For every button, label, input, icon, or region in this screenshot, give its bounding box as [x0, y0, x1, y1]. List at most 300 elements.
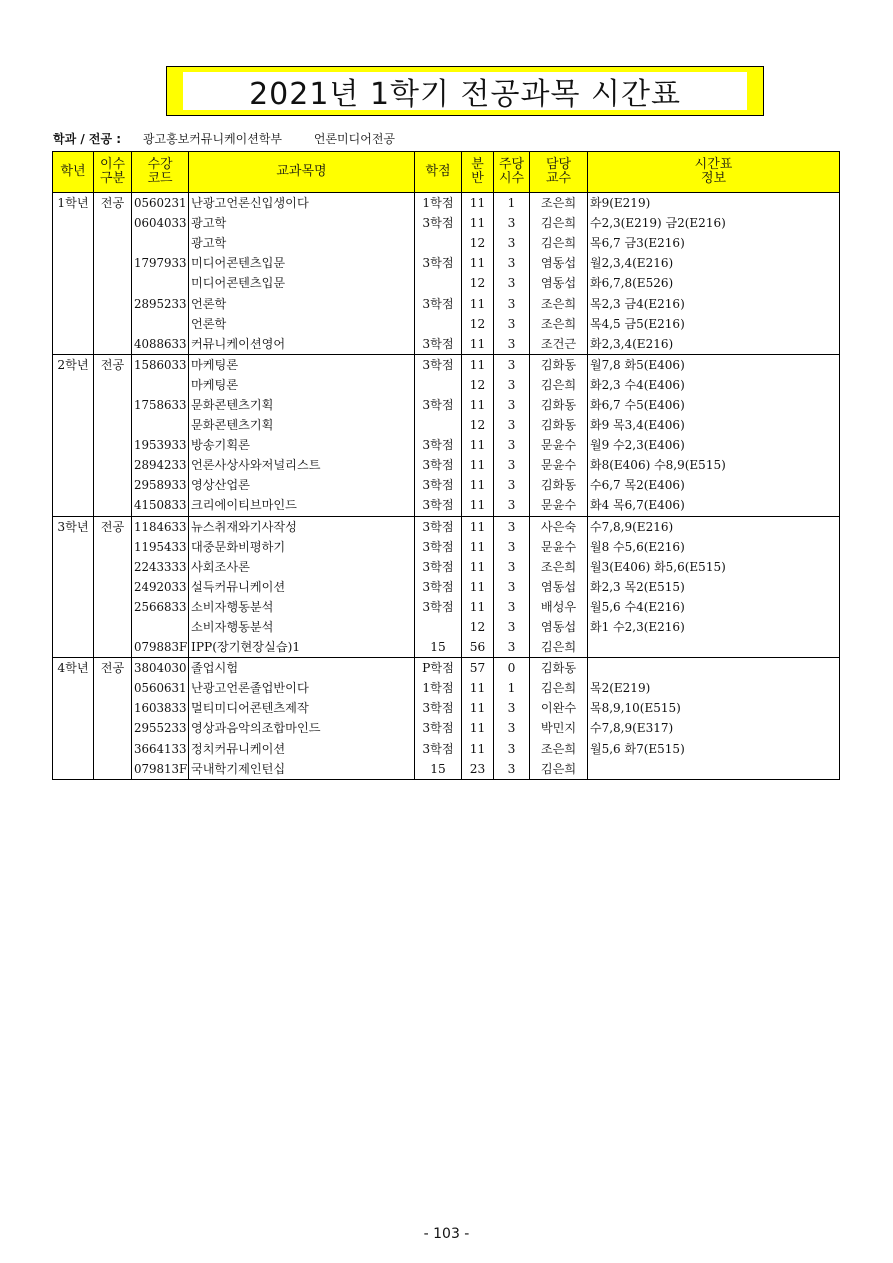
cell-prof: 김은희: [530, 375, 588, 395]
cell-grade: [53, 395, 94, 415]
cell-grade: 1학년: [53, 193, 94, 214]
cell-name: 소비자행동분석: [189, 617, 415, 637]
cell-sched: 화9(E219): [588, 193, 840, 214]
cell-section: 12: [462, 233, 494, 253]
cell-type: [94, 495, 132, 516]
cell-name: 광고학: [189, 233, 415, 253]
cell-hours: 3: [494, 314, 530, 334]
table-row: [53, 475, 840, 495]
cell-section: 12: [462, 314, 494, 334]
cell-sched: 화6,7 수5(E406): [588, 395, 840, 415]
cell-sched: 월5,6 수4(E216): [588, 597, 840, 617]
cell-code: 4088633: [132, 334, 189, 355]
cell-grade: [53, 455, 94, 475]
cell-sched: [588, 658, 840, 679]
table-row: [53, 718, 840, 738]
cell-type: 전공: [94, 658, 132, 679]
cell-type: [94, 293, 132, 313]
cell-credit: P학점: [415, 658, 462, 679]
cell-credit: 3학점: [415, 213, 462, 233]
table-row: [53, 678, 840, 698]
cell-hours: 3: [494, 415, 530, 435]
cell-hours: 3: [494, 293, 530, 313]
cell-hours: 1: [494, 193, 530, 214]
cell-section: 56: [462, 637, 494, 658]
cell-type: [94, 314, 132, 334]
cell-code: 1953933: [132, 435, 189, 455]
header-hours: 주당 시수: [494, 152, 530, 193]
cell-name: IPP(장기현장실습)1: [189, 637, 415, 658]
cell-sched: 화4 목6,7(E406): [588, 495, 840, 516]
cell-name: 방송기획론: [189, 435, 415, 455]
cell-code: 1603833: [132, 698, 189, 718]
cell-hours: 3: [494, 698, 530, 718]
cell-prof: 염동섭: [530, 273, 588, 293]
cell-name: 소비자행동분석: [189, 597, 415, 617]
cell-code: 2894233: [132, 455, 189, 475]
cell-name: 영상산업론: [189, 475, 415, 495]
cell-type: [94, 375, 132, 395]
cell-sched: 화6,7,8(E526): [588, 273, 840, 293]
cell-credit: 3학점: [415, 597, 462, 617]
table-row: [53, 537, 840, 557]
cell-code: 0604033: [132, 213, 189, 233]
cell-section: 11: [462, 293, 494, 313]
cell-name: 영상과음악의조합마인드: [189, 718, 415, 738]
table-row: [53, 193, 840, 214]
cell-sched: 월7,8 화5(E406): [588, 354, 840, 375]
cell-sched: 월5,6 화7(E515): [588, 739, 840, 759]
cell-section: 12: [462, 415, 494, 435]
header-sched: 시간표 정보: [588, 152, 840, 193]
table-row: [53, 213, 840, 233]
cell-credit: [415, 233, 462, 253]
cell-sched: [588, 759, 840, 780]
cell-prof: 김화동: [530, 475, 588, 495]
cell-name: 난광고언론신입생이다: [189, 193, 415, 214]
cell-credit: 15: [415, 637, 462, 658]
cell-credit: 3학점: [415, 253, 462, 273]
cell-hours: 3: [494, 455, 530, 475]
cell-sched: 수7,8,9(E317): [588, 718, 840, 738]
cell-type: [94, 718, 132, 738]
cell-prof: 사은숙: [530, 516, 588, 537]
cell-grade: [53, 375, 94, 395]
cell-grade: 4학년: [53, 658, 94, 679]
table-row: [53, 395, 840, 415]
cell-credit: 3학점: [415, 577, 462, 597]
cell-type: [94, 597, 132, 617]
cell-grade: [53, 495, 94, 516]
title-box: [166, 66, 764, 116]
cell-grade: [53, 233, 94, 253]
cell-name: 마케팅론: [189, 354, 415, 375]
cell-hours: 3: [494, 435, 530, 455]
cell-prof: 조은희: [530, 739, 588, 759]
cell-name: 마케팅론: [189, 375, 415, 395]
cell-type: [94, 617, 132, 637]
cell-grade: [53, 475, 94, 495]
table-row: [53, 314, 840, 334]
cell-credit: 3학점: [415, 395, 462, 415]
cell-sched: 수7,8,9(E216): [588, 516, 840, 537]
cell-type: [94, 233, 132, 253]
cell-name: 크리에이티브마인드: [189, 495, 415, 516]
header-type: 이수 구분: [94, 152, 132, 193]
cell-credit: [415, 375, 462, 395]
cell-credit: 3학점: [415, 739, 462, 759]
cell-sched: 목2,3 금4(E216): [588, 293, 840, 313]
cell-hours: 3: [494, 475, 530, 495]
cell-section: 11: [462, 557, 494, 577]
cell-code: 1797933: [132, 253, 189, 273]
cell-prof: 김은희: [530, 233, 588, 253]
cell-type: [94, 678, 132, 698]
cell-hours: 1: [494, 678, 530, 698]
table-row: [53, 597, 840, 617]
cell-grade: [53, 334, 94, 355]
cell-code: 2492033: [132, 577, 189, 597]
cell-hours: 3: [494, 334, 530, 355]
cell-code: [132, 314, 189, 334]
cell-type: [94, 475, 132, 495]
cell-code: 1758633: [132, 395, 189, 415]
cell-grade: [53, 557, 94, 577]
cell-hours: 3: [494, 516, 530, 537]
cell-grade: 2학년: [53, 354, 94, 375]
cell-section: 11: [462, 253, 494, 273]
header-credit: 학점: [415, 152, 462, 193]
cell-hours: 3: [494, 597, 530, 617]
cell-credit: 1학점: [415, 678, 462, 698]
cell-prof: 조은희: [530, 314, 588, 334]
cell-type: [94, 577, 132, 597]
cell-prof: 문윤수: [530, 495, 588, 516]
cell-hours: 3: [494, 637, 530, 658]
cell-name: 언론학: [189, 293, 415, 313]
cell-code: 4150833: [132, 495, 189, 516]
cell-prof: 김은희: [530, 213, 588, 233]
header-row: [53, 152, 840, 193]
table-row: [53, 759, 840, 780]
cell-code: 079883F: [132, 637, 189, 658]
cell-credit: 3학점: [415, 495, 462, 516]
cell-prof: 염동섭: [530, 253, 588, 273]
cell-type: [94, 455, 132, 475]
table-row: [53, 334, 840, 355]
table-row: [53, 495, 840, 516]
cell-type: [94, 334, 132, 355]
page-number: - 103 -: [423, 1226, 470, 1242]
cell-hours: 3: [494, 577, 530, 597]
cell-name: 뉴스취재와기사작성: [189, 516, 415, 537]
cell-code: 3804030: [132, 658, 189, 679]
cell-type: [94, 698, 132, 718]
header-section: 분 반: [462, 152, 494, 193]
cell-sched: 화1 수2,3(E216): [588, 617, 840, 637]
cell-hours: 3: [494, 395, 530, 415]
cell-grade: [53, 698, 94, 718]
cell-name: 설득커뮤니케이션: [189, 577, 415, 597]
cell-hours: 3: [494, 759, 530, 780]
table-row: [53, 516, 840, 537]
cell-code: 2566833: [132, 597, 189, 617]
cell-name: 미디어콘텐츠입문: [189, 253, 415, 273]
cell-sched: 화2,3 목2(E515): [588, 577, 840, 597]
cell-prof: 조은희: [530, 293, 588, 313]
cell-hours: 3: [494, 233, 530, 253]
major-name: 언론미디어전공: [313, 132, 396, 146]
cell-credit: [415, 314, 462, 334]
cell-name: 사회조사론: [189, 557, 415, 577]
cell-sched: [588, 637, 840, 658]
table-row: [53, 658, 840, 679]
cell-sched: 목6,7 금3(E216): [588, 233, 840, 253]
cell-credit: 3학점: [415, 718, 462, 738]
table-row: [53, 637, 840, 658]
cell-hours: 3: [494, 718, 530, 738]
cell-name: 문화콘텐츠기획: [189, 415, 415, 435]
cell-prof: 조은희: [530, 557, 588, 577]
cell-section: 11: [462, 455, 494, 475]
cell-code: 2955233: [132, 718, 189, 738]
cell-code: 1586033: [132, 354, 189, 375]
cell-name: 졸업시험: [189, 658, 415, 679]
cell-type: 전공: [94, 193, 132, 214]
cell-sched: 수6,7 목2(E406): [588, 475, 840, 495]
cell-code: 0560631: [132, 678, 189, 698]
cell-hours: 3: [494, 375, 530, 395]
cell-section: 11: [462, 678, 494, 698]
cell-hours: 0: [494, 658, 530, 679]
cell-grade: [53, 435, 94, 455]
cell-code: [132, 375, 189, 395]
cell-section: 11: [462, 395, 494, 415]
cell-section: 11: [462, 334, 494, 355]
cell-credit: [415, 617, 462, 637]
cell-name: 멀티미디어콘텐츠제작: [189, 698, 415, 718]
cell-grade: [53, 293, 94, 313]
cell-prof: 김은희: [530, 678, 588, 698]
cell-section: 12: [462, 273, 494, 293]
cell-credit: 3학점: [415, 537, 462, 557]
cell-name: 국내학기제인턴십: [189, 759, 415, 780]
cell-section: 11: [462, 475, 494, 495]
cell-grade: [53, 213, 94, 233]
cell-prof: 이완수: [530, 698, 588, 718]
table-row: [53, 415, 840, 435]
cell-type: 전공: [94, 354, 132, 375]
cell-credit: 3학점: [415, 354, 462, 375]
table-row: [53, 557, 840, 577]
cell-prof: 김은희: [530, 637, 588, 658]
cell-sched: 화8(E406) 수8,9(E515): [588, 455, 840, 475]
cell-grade: [53, 597, 94, 617]
cell-code: [132, 273, 189, 293]
cell-type: [94, 435, 132, 455]
table-row: [53, 577, 840, 597]
cell-sched: 화2,3,4(E216): [588, 334, 840, 355]
cell-sched: 목8,9,10(E515): [588, 698, 840, 718]
cell-credit: [415, 273, 462, 293]
header-code: 수강 코드: [132, 152, 189, 193]
cell-grade: [53, 759, 94, 780]
cell-code: 3664133: [132, 739, 189, 759]
cell-name: 커뮤니케이션영어: [189, 334, 415, 355]
cell-name: 언론학: [189, 314, 415, 334]
cell-section: 11: [462, 495, 494, 516]
cell-credit: 3학점: [415, 698, 462, 718]
header-prof: 담당 교수: [530, 152, 588, 193]
cell-type: [94, 557, 132, 577]
cell-prof: 문윤수: [530, 435, 588, 455]
cell-name: 정치커뮤니케이션: [189, 739, 415, 759]
cell-hours: 3: [494, 253, 530, 273]
cell-grade: 3학년: [53, 516, 94, 537]
cell-section: 11: [462, 577, 494, 597]
cell-name: 광고학: [189, 213, 415, 233]
cell-prof: 김화동: [530, 415, 588, 435]
cell-prof: 배성우: [530, 597, 588, 617]
cell-grade: [53, 415, 94, 435]
cell-section: 11: [462, 354, 494, 375]
cell-hours: 3: [494, 354, 530, 375]
cell-name: 미디어콘텐츠입문: [189, 273, 415, 293]
cell-sched: 월8 수5,6(E216): [588, 537, 840, 557]
table-row: [53, 273, 840, 293]
cell-type: [94, 537, 132, 557]
table-row: [53, 293, 840, 313]
cell-prof: 조은희: [530, 193, 588, 214]
cell-sched: 목2(E219): [588, 678, 840, 698]
cell-type: [94, 415, 132, 435]
cell-sched: 월9 수2,3(E406): [588, 435, 840, 455]
cell-prof: 조건근: [530, 334, 588, 355]
cell-sched: 목4,5 금5(E216): [588, 314, 840, 334]
cell-prof: 박민지: [530, 718, 588, 738]
cell-prof: 김은희: [530, 759, 588, 780]
cell-sched: 월3(E406) 화5,6(E515): [588, 557, 840, 577]
cell-grade: [53, 678, 94, 698]
cell-grade: [53, 577, 94, 597]
cell-name: 대중문화비평하기: [189, 537, 415, 557]
cell-code: 2895233: [132, 293, 189, 313]
cell-section: 11: [462, 739, 494, 759]
cell-sched: 화2,3 수4(E406): [588, 375, 840, 395]
department-line: [53, 130, 423, 147]
cell-code: 2958933: [132, 475, 189, 495]
cell-type: [94, 739, 132, 759]
cell-section: 12: [462, 617, 494, 637]
cell-section: 57: [462, 658, 494, 679]
cell-credit: 3학점: [415, 293, 462, 313]
cell-credit: 1학점: [415, 193, 462, 214]
cell-code: 1184633: [132, 516, 189, 537]
cell-code: 0560231: [132, 193, 189, 214]
table-row: [53, 375, 840, 395]
table-row: [53, 354, 840, 375]
cell-prof: 염동섭: [530, 617, 588, 637]
page-title: 2021년 1학기 전공과목 시간표: [183, 72, 747, 110]
header-name: 교과목명: [189, 152, 415, 193]
cell-credit: 3학점: [415, 334, 462, 355]
cell-section: 12: [462, 375, 494, 395]
cell-sched: 화9 목3,4(E406): [588, 415, 840, 435]
cell-credit: [415, 415, 462, 435]
header-grade: 학년: [53, 152, 94, 193]
cell-sched: 수2,3(E219) 금2(E216): [588, 213, 840, 233]
timetable: [52, 151, 840, 780]
cell-hours: 3: [494, 273, 530, 293]
cell-name: 언론사상사와저널리스트: [189, 455, 415, 475]
table-row: [53, 698, 840, 718]
table-row: [53, 253, 840, 273]
cell-section: 11: [462, 213, 494, 233]
cell-section: 11: [462, 537, 494, 557]
cell-prof: 김화동: [530, 395, 588, 415]
cell-section: 11: [462, 597, 494, 617]
cell-section: 23: [462, 759, 494, 780]
cell-section: 11: [462, 435, 494, 455]
cell-sched: 월2,3,4(E216): [588, 253, 840, 273]
cell-grade: [53, 617, 94, 637]
cell-hours: 3: [494, 495, 530, 516]
department-name: 광고홍보커뮤니케이션학부: [142, 132, 283, 146]
cell-grade: [53, 637, 94, 658]
cell-prof: 문윤수: [530, 537, 588, 557]
cell-grade: [53, 253, 94, 273]
cell-type: [94, 759, 132, 780]
cell-prof: 김화동: [530, 354, 588, 375]
cell-grade: [53, 718, 94, 738]
cell-prof: 염동섭: [530, 577, 588, 597]
cell-type: [94, 213, 132, 233]
cell-code: [132, 415, 189, 435]
cell-hours: 3: [494, 617, 530, 637]
table-row: [53, 739, 840, 759]
table-row: [53, 455, 840, 475]
cell-name: 난광고언론졸업반이다: [189, 678, 415, 698]
cell-section: 11: [462, 698, 494, 718]
cell-type: [94, 637, 132, 658]
cell-code: 1195433: [132, 537, 189, 557]
cell-credit: 15: [415, 759, 462, 780]
cell-grade: [53, 537, 94, 557]
cell-section: 11: [462, 516, 494, 537]
department-label: 학과 / 전공 :: [53, 132, 122, 146]
cell-type: [94, 273, 132, 293]
cell-grade: [53, 273, 94, 293]
cell-code: [132, 233, 189, 253]
cell-section: 11: [462, 193, 494, 214]
table-row: [53, 617, 840, 637]
cell-grade: [53, 314, 94, 334]
cell-credit: 3학점: [415, 557, 462, 577]
cell-hours: 3: [494, 213, 530, 233]
cell-credit: 3학점: [415, 435, 462, 455]
cell-code: [132, 617, 189, 637]
table-row: [53, 233, 840, 253]
cell-section: 11: [462, 718, 494, 738]
cell-type: 전공: [94, 516, 132, 537]
cell-hours: 3: [494, 557, 530, 577]
cell-hours: 3: [494, 537, 530, 557]
cell-type: [94, 253, 132, 273]
cell-hours: 3: [494, 739, 530, 759]
cell-credit: 3학점: [415, 455, 462, 475]
cell-prof: 김화동: [530, 658, 588, 679]
cell-type: [94, 395, 132, 415]
